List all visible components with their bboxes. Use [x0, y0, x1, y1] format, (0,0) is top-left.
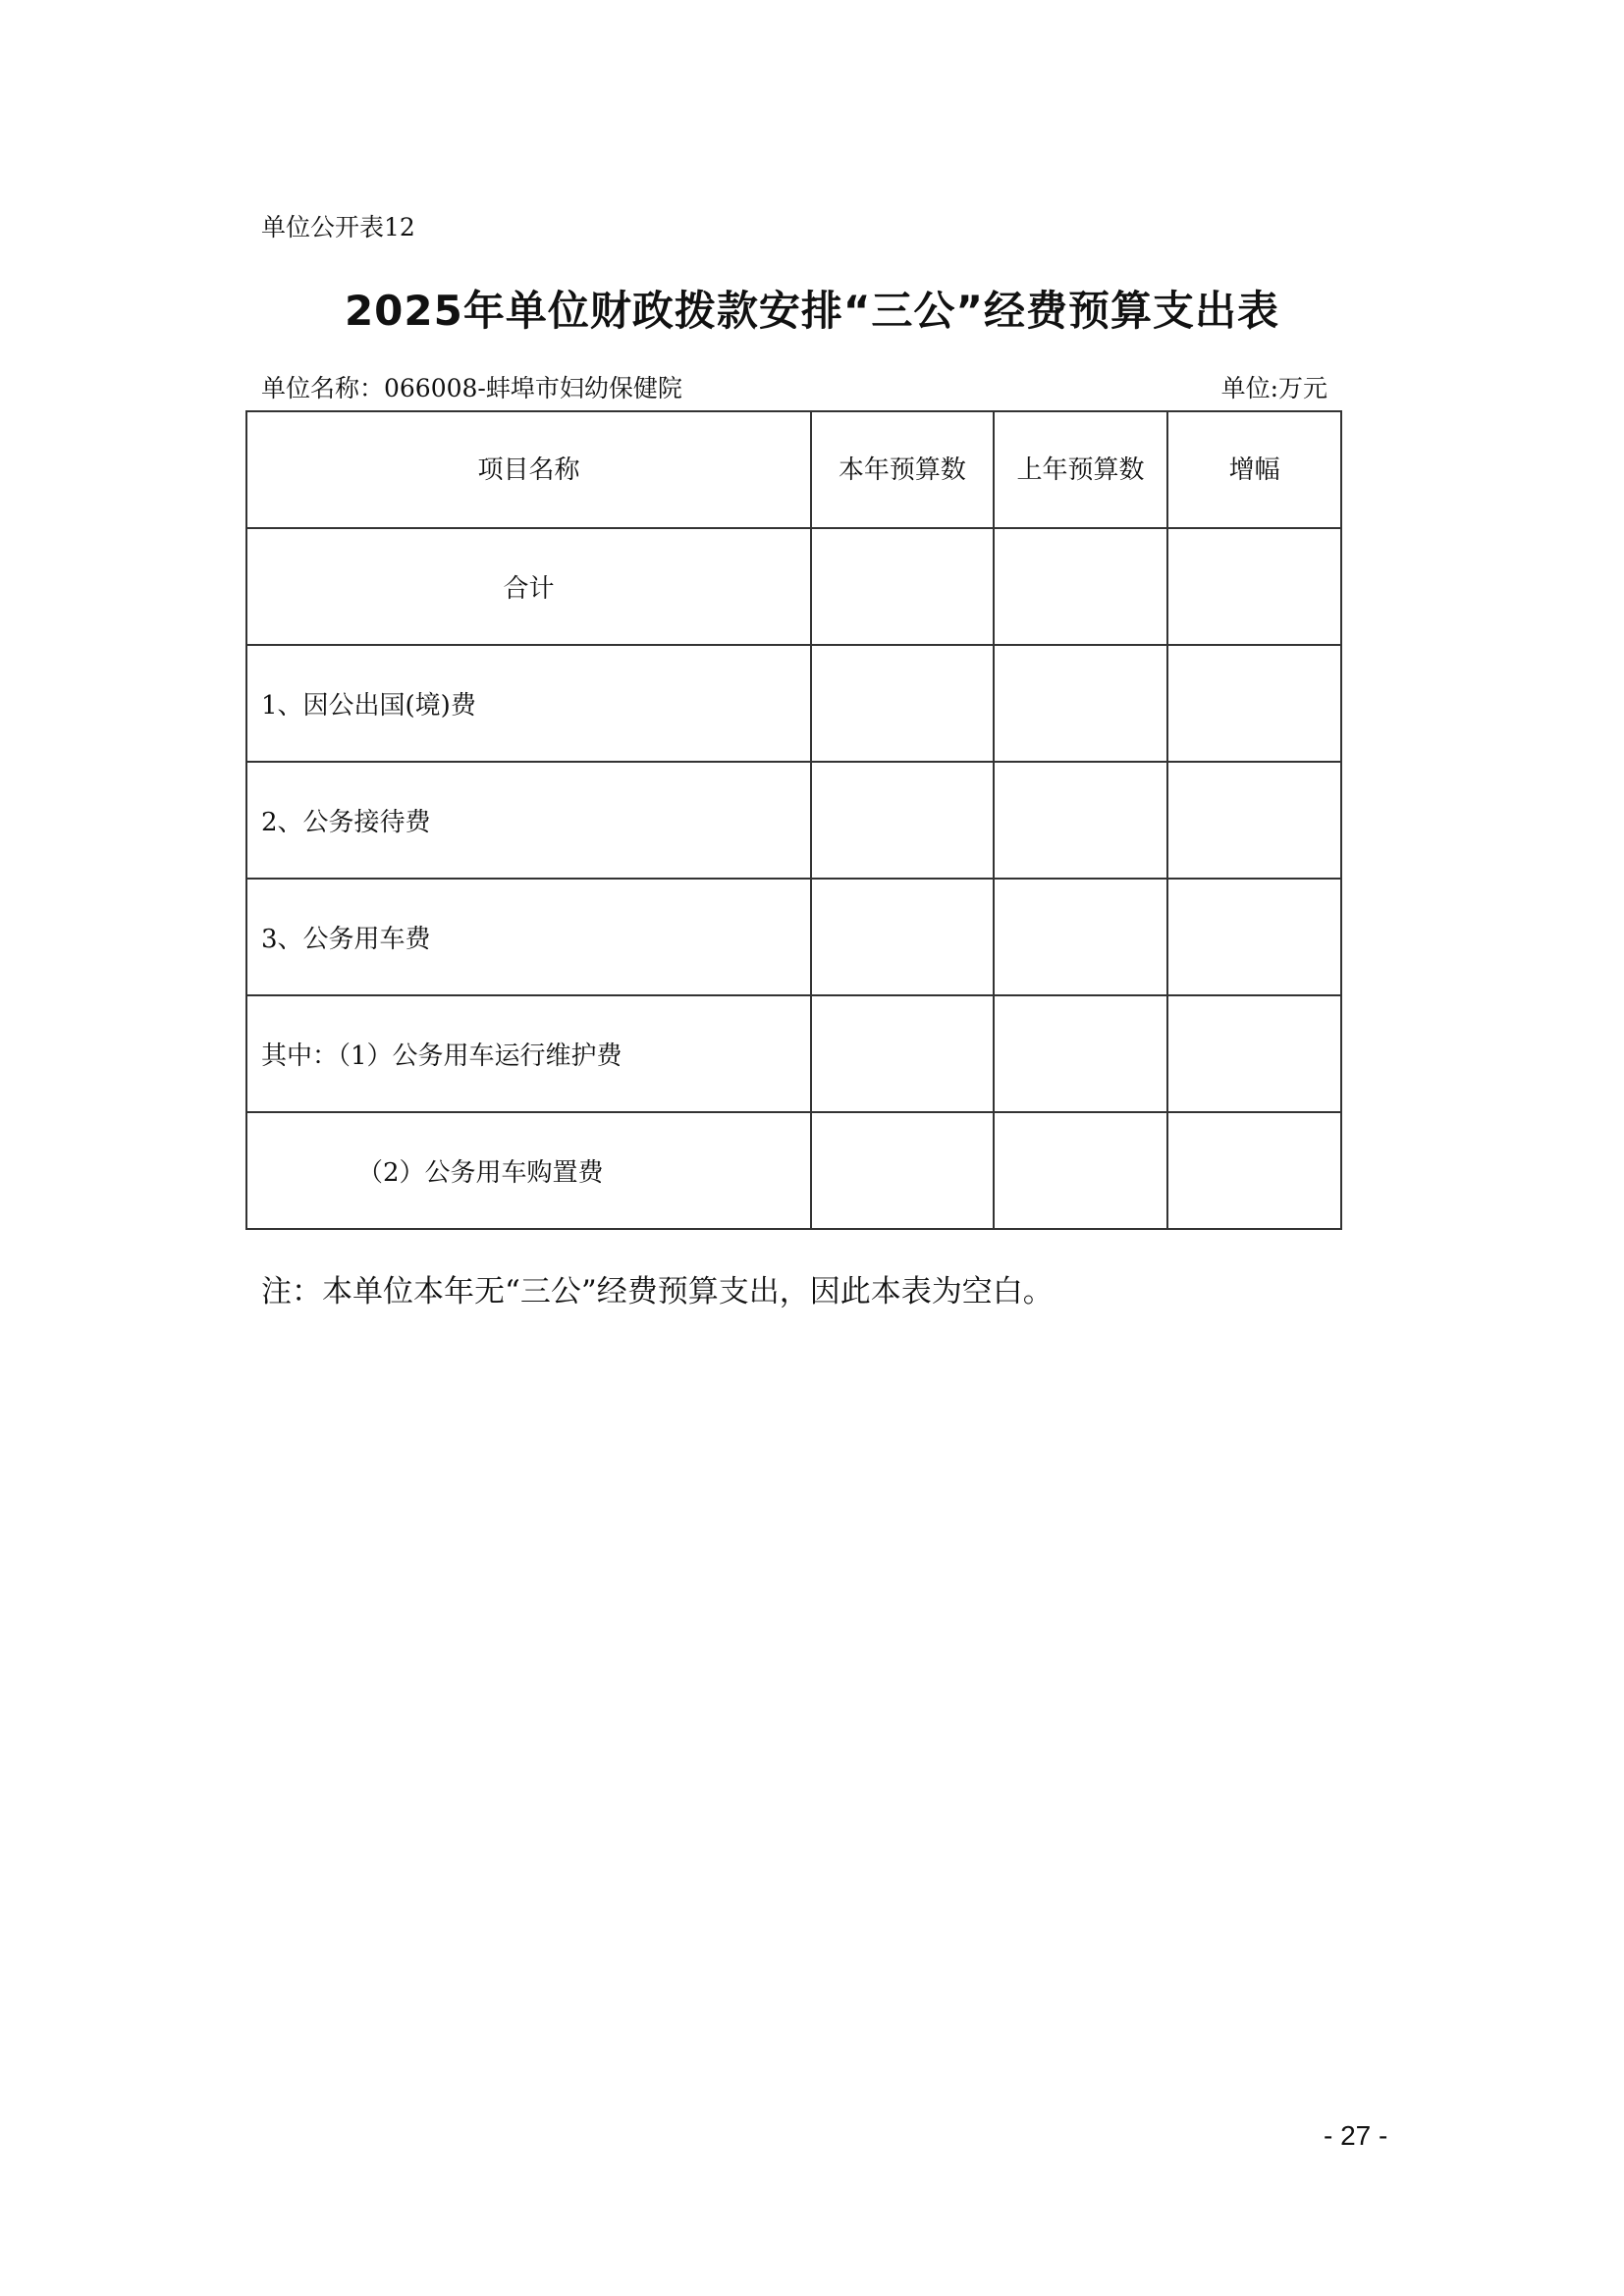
row-name: 合计 [246, 528, 811, 645]
row-change [1167, 762, 1341, 879]
col-header-current-budget: 本年预算数 [811, 411, 994, 528]
col-header-change: 增幅 [1167, 411, 1341, 528]
row-name: 1、因公出国(境)费 [246, 645, 811, 762]
row-previous [994, 762, 1168, 879]
table-row [246, 528, 1341, 645]
row-change [1167, 995, 1341, 1112]
table-row [246, 879, 1341, 995]
row-change [1167, 879, 1341, 995]
col-header-previous-budget: 上年预算数 [994, 411, 1168, 528]
row-change [1167, 645, 1341, 762]
table-header-row [246, 411, 1341, 528]
row-current [811, 762, 994, 879]
budget-table [245, 410, 1342, 1230]
table-row [246, 1112, 1341, 1229]
row-current [811, 879, 994, 995]
row-previous [994, 879, 1168, 995]
row-name: （2）公务用车购置费 [246, 1112, 811, 1229]
row-change [1167, 1112, 1341, 1229]
unit-name: 单位名称：066008-蚌埠市妇幼保健院 [261, 374, 682, 402]
form-id: 单位公开表12 [261, 213, 415, 241]
page-title: 2025年单位财政拨款安排“三公”经费预算支出表 [344, 287, 1280, 335]
row-name: 2、公务接待费 [246, 762, 811, 879]
table-row [246, 762, 1341, 879]
row-change [1167, 528, 1341, 645]
row-current [811, 645, 994, 762]
row-previous [994, 645, 1168, 762]
row-previous [994, 528, 1168, 645]
row-previous [994, 1112, 1168, 1229]
col-header-item-name: 项目名称 [246, 411, 811, 528]
currency-unit: 单位:万元 [1220, 374, 1327, 402]
table-row [246, 995, 1341, 1112]
row-current [811, 995, 994, 1112]
table-row [246, 645, 1341, 762]
row-current [811, 1112, 994, 1229]
row-previous [994, 995, 1168, 1112]
row-name: 其中：（1）公务用车运行维护费 [246, 995, 811, 1112]
footnote: 注：本单位本年无“三公”经费预算支出，因此本表为空白。 [261, 1274, 1054, 1309]
row-name: 3、公务用车费 [246, 879, 811, 995]
page-number: - 27 - [1324, 2120, 1388, 2151]
row-current [811, 528, 994, 645]
